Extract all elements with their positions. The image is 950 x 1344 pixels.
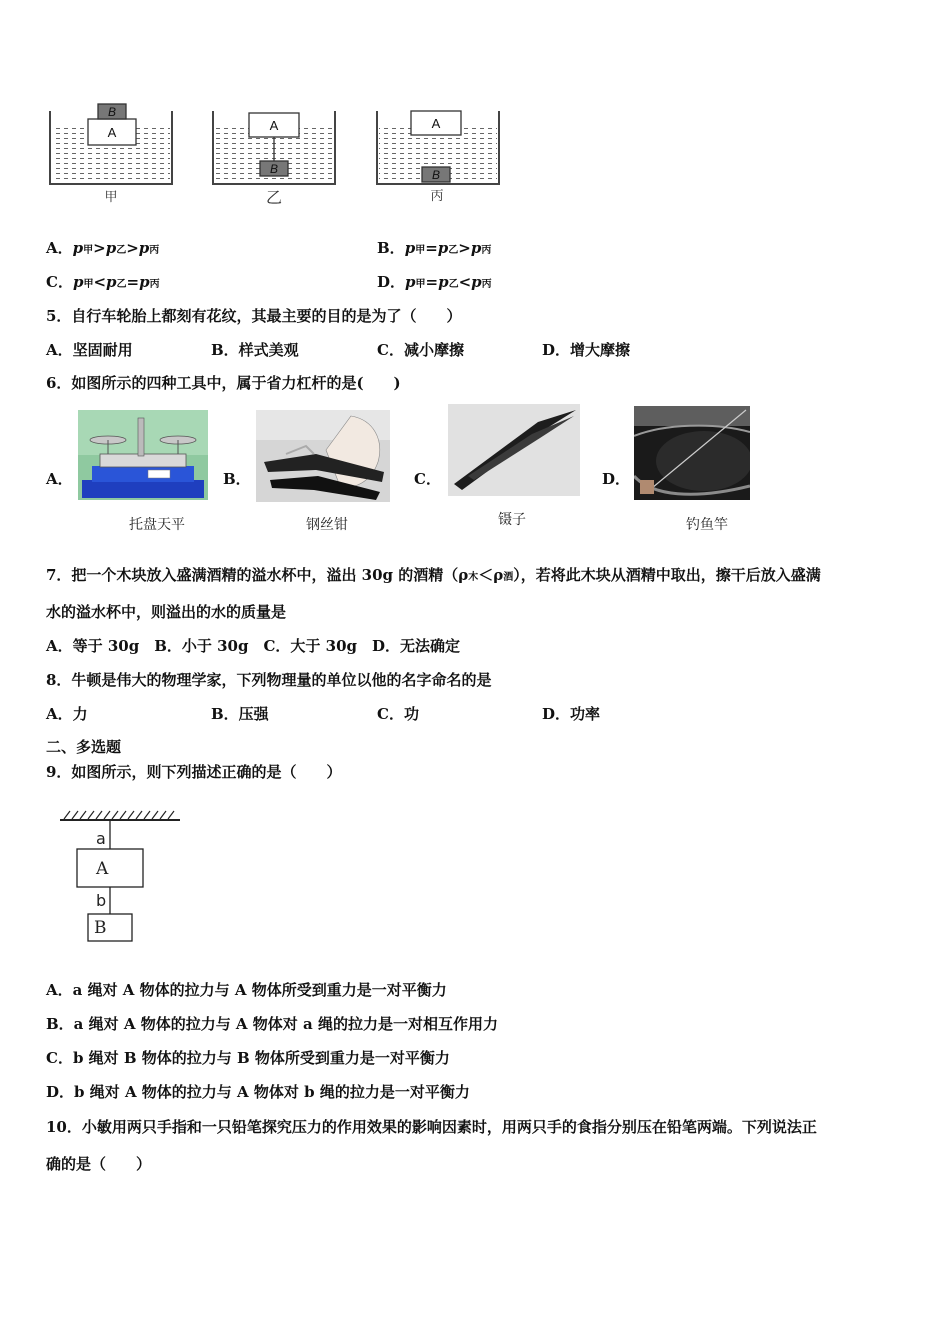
q8-option-d[interactable]: D．功率 — [542, 705, 601, 723]
q5-option-c[interactable]: C．减小摩擦 — [377, 341, 464, 359]
section-heading: 二、多选题 — [46, 738, 122, 756]
block-a-jia-label: A — [107, 125, 117, 140]
q6-caption-c: 镊子 — [498, 512, 526, 528]
q9-option-d[interactable]: D．b 绳对 A 物体的拉力与 A 物体对 b 绳的拉力是一对平衡力 — [46, 1083, 470, 1101]
q6-caption-a: 托盘天平 — [129, 517, 185, 533]
q5-option-a[interactable]: A．坚固耐用 — [46, 341, 133, 359]
q6-stem: 6．如图所示的四种工具中，属于省力杠杆的是( ) — [46, 374, 401, 392]
q4-option-a[interactable]: A．p甲>p乙>p丙 — [46, 239, 160, 257]
q5-option-b[interactable]: B．样式美观 — [211, 341, 299, 359]
beaker-figure — [40, 96, 520, 211]
q7-stem-line2: 水的溢水杯中，则溢出的水的质量是 — [46, 603, 287, 621]
balance-image — [78, 410, 208, 500]
tweezers-image — [448, 404, 580, 496]
q10-stem-line2: 确的是（ ） — [46, 1155, 152, 1173]
q7-options[interactable]: A．等于 30g B．小于 30g C．大于 30g D．无法确定 — [46, 637, 461, 655]
q6-option-d[interactable]: D． — [602, 470, 631, 488]
q6-caption-b: 钢丝钳 — [306, 517, 348, 533]
q10-stem-line1: 10．小敏用两只手指和一只铅笔探究压力的作用效果的影响因素时，用两只手的食指分别压在铅笔两端。下列说法正 — [46, 1118, 817, 1136]
block-a-yi-label: A — [269, 118, 279, 133]
fishing-rod-image — [634, 406, 750, 500]
q9-option-b[interactable]: B．a 绳对 A 物体的拉力与 A 物体对 a 绳的拉力是一对相互作用力 — [46, 1015, 498, 1033]
q6-option-b[interactable]: B． — [223, 470, 251, 488]
block-a-label: A — [96, 859, 109, 879]
q6-option-a[interactable]: A． — [46, 470, 73, 488]
q4-option-b[interactable]: B．p甲=p乙>p丙 — [377, 239, 492, 257]
q9-option-c[interactable]: C．b 绳对 B 物体的拉力与 B 物体所受到重力是一对平衡力 — [46, 1049, 450, 1067]
block-b-label: B — [94, 918, 107, 938]
q7-stem-line1: 7．把一个木块放入盛满酒精的溢水杯中，溢出 30g 的酒精（ρ木＜ρ酒），若将此木块从酒精中取出，擦干后放入盛满 — [46, 566, 821, 584]
q6-caption-d: 钓鱼竿 — [686, 517, 728, 533]
q4-option-d[interactable]: D．p甲=p乙<p丙 — [377, 273, 492, 291]
q8-stem: 8．牛顿是伟大的物理学家，下列物理量的单位以他的名字命名的是 — [46, 671, 492, 689]
block-a — [77, 849, 143, 887]
wire-pliers-image — [256, 410, 390, 502]
q9-option-a[interactable]: A．a 绳对 A 物体的拉力与 A 物体所受到重力是一对平衡力 — [46, 981, 447, 999]
beaker-bing — [377, 111, 499, 204]
q8-option-a[interactable]: A．力 — [46, 705, 88, 723]
block-b-bing-label: B — [431, 168, 441, 182]
block-b-yi-label: B — [269, 162, 279, 176]
q8-option-b[interactable]: B．压强 — [211, 705, 269, 723]
caption-bing: 丙 — [430, 189, 444, 204]
beaker-yi — [213, 111, 335, 207]
rope-b-label: b — [96, 891, 107, 910]
beaker-jia — [50, 104, 172, 205]
block-b-jia-label: B — [107, 105, 117, 119]
block-a-bing-label: A — [431, 116, 441, 131]
rope-block-figure — [56, 806, 186, 948]
caption-jia: 甲 — [104, 190, 118, 205]
q5-option-d[interactable]: D．增大摩擦 — [542, 341, 631, 359]
q8-option-c[interactable]: C．功 — [377, 705, 419, 723]
q4-option-c[interactable]: C．p甲<p乙=p丙 — [46, 273, 160, 291]
q6-option-c[interactable]: C． — [414, 470, 441, 488]
q9-stem: 9．如图所示，则下列描述正确的是（ ） — [46, 763, 342, 781]
q5-stem: 5．自行车轮胎上都刻有花纹，其最主要的目的是为了（ ） — [46, 307, 462, 325]
rope-a-label: a — [96, 829, 106, 848]
caption-yi: 乙 — [265, 188, 283, 207]
